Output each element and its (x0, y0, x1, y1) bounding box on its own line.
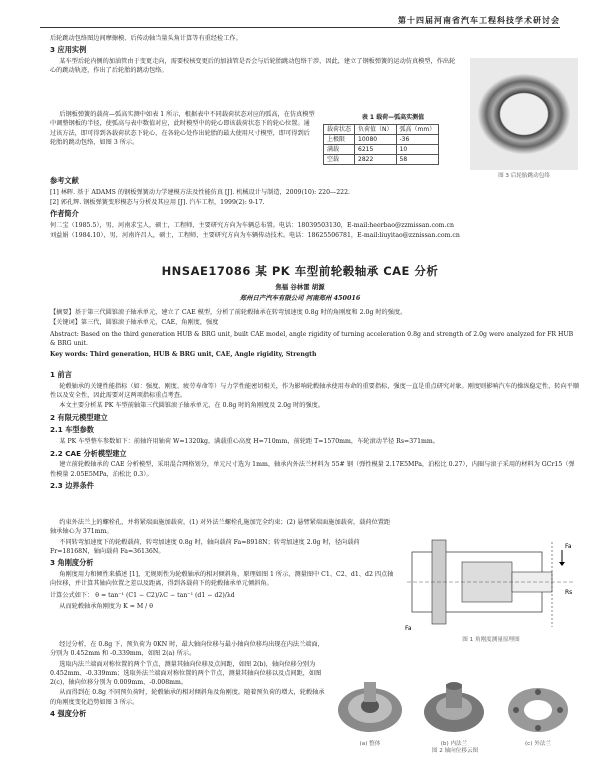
formula-label: 计算公式如下： (50, 591, 94, 599)
section-2-3-paragraph-2: 不同转弯加速度下的轮毂载荷，转弯加速度 0.8g 时，轴向载荷 Fa=8918N；转弯加速度 2.0g 时，径向载荷 Fr=18168N，轴向载荷 Fa=36136N。 (50, 538, 360, 555)
section-2-2-paragraph: 建立前轮毂轴承的 CAE 分析模型，采用混合网格划分，单元尺寸选为 1mm，轴承内外法兰材料为 55# 钢（弹性模量 2.17E5MPa，泊松比 0.27），内圈与滚子采用的材料为 GCr15（弹性模量 2.05E5MPa，泊松比 0.3）。 (50, 461, 575, 478)
section-3-paragraph-4: 选取内法兰端面对称位置的两个节点，测量其轴向位移及点间距，如图 2(b)，轴向位移分别为 0.452mm、-0.339mm；选取外法兰端面对称位置的两个节点，测量其轴向位移以及点间距，如图 2(c)，轴向位移分别为 0.009mm、-0.008mm。 (50, 660, 322, 687)
figure-2c-caption: (c) 外法兰 (525, 741, 551, 747)
author-bio: 何二宝（1985.5），男，河南求宝人，硕士，工程师，主要研究方向为车辆总布置。电话：18039503130，E-mail:heerbao@zzmissan.com.cn (50, 221, 454, 229)
reference-item: [1] 林晖. 基于 ADAMS 的钢板弹簧动力学建模方法及性能仿真 [J]. 机械设计与制造，2009(10): 220—222. (50, 188, 350, 196)
table-cell: 空载 (324, 155, 355, 165)
figure-2-contours (330, 672, 580, 752)
figure-2-title: 图 2 轴向位移云图 (431, 748, 479, 754)
figure-1-schematic (402, 532, 580, 644)
section-3-angle-title: 3 角刚度分析 (50, 558, 94, 568)
author-bio: 刘益娟（1984.10），男，河南许昌人，硕士，工程师，主要研究方向为车辆传动技术。电话：18625506781，E-mail:liuyitao@zznissan.com.cn (50, 232, 460, 240)
section-2-1-paragraph: 某 PK 车型整车参数如下：前轴许用轴荷 W=1320kg，满载重心高度 H=710mm，前轮距 T=1570mm，车轮滚动半径 Rs=371mm。 (59, 438, 439, 446)
rs-label: Rs (565, 589, 573, 596)
section-3-paragraph-1: 某车型后轮内侧的加油管由于变更走向，需要校核变更后的加油管是否会与后轮胎跳动包络干涉，因此，建立了钢板弹簧的运动仿真模型，作出轮心的跳动轨迹，作出了后轮胎的跳动包络。 (50, 58, 456, 75)
references-title: 参考文献 (50, 176, 79, 185)
section-1-title: 1 前言 (50, 370, 72, 379)
table-cell: 6215 (355, 145, 397, 155)
hub-bearing-diagram (402, 532, 580, 636)
table-cell: 10 (396, 145, 439, 155)
table-cell: 10080 (355, 135, 397, 145)
conference-title: 第十四届河南省汽车工程科技学术研讨会 (398, 15, 560, 25)
section-4-title: 4 强度分析 (50, 709, 87, 719)
author-bios-title: 作者简介 (50, 209, 79, 218)
article-affiliation: 郑州日产汽车有限公司 河南郑州 450016 (239, 294, 361, 302)
table-row (324, 145, 439, 155)
part-whole-image (334, 680, 406, 738)
table-cell: 58 (396, 155, 439, 165)
tire-ring-image (478, 74, 570, 154)
section-2-2-title: 2.2 CAE 分析模型建立 (50, 448, 127, 458)
formula: θ = tan⁻¹ (C1 − C2)/λC − tan⁻¹ (d1 − d2)/λd (95, 591, 235, 599)
section-2-3-paragraph-1: 约束外法兰上的螺栓孔，并将紧端面施加载荷，(1) 对外法兰螺栓孔施加完全约束；(2) 悬臂紧端面施加载荷，载荷位置距轴承轴心为 371mm。 (50, 519, 391, 536)
table-1-grid (323, 124, 439, 165)
table-cell: -36 (396, 135, 439, 145)
table-row (324, 135, 439, 145)
table-1-caption: 表 1 载荷—弧高实测值 (361, 114, 425, 121)
page-header (40, 10, 560, 28)
reference-item: [2] 郭孔辉. 钢板弹簧变形模态与分析及其应用 [J]. 汽车工程，1999(2): 9-17. (50, 199, 265, 207)
inner-flange-shape (418, 680, 490, 738)
top-section (50, 34, 460, 77)
keywords-cn: 【关键词】第三代，圆锥滚子轴承单元，CAE，角刚度，强度 (50, 319, 219, 327)
figure-1-caption: 图 1 角刚度测量原理图 (462, 637, 520, 643)
author-bios (50, 207, 580, 241)
references (50, 174, 460, 208)
part-outer-flange-image (502, 680, 574, 738)
formula-line (50, 591, 395, 600)
section-3-paragraph-2: 从而轮毂轴承角刚度为 K = M / θ (59, 602, 153, 610)
section-2-3-title: 2.3 边界条件 (50, 480, 94, 490)
section-1-paragraph-1: 轮毂轴承的关键性能指标（如：强度、刚度、疲劳寿命等）与力学性能密切相关，作为影响轮毂轴承使用寿命的重要指标，强度一直是重点研究对象。刚度则影响汽车的操纵稳定性，转向平顺性以及安全性，因此需要对这两项指标重点考查。 (50, 382, 580, 400)
table-cell: 2822 (355, 155, 397, 165)
article-title: HNSAE17086 某 PK 车型前轮毂轴承 CAE 分析 (161, 264, 439, 278)
wheel-envelope-photo (470, 58, 578, 170)
table-row (324, 155, 439, 165)
table-header: 弧高（mm） (396, 125, 439, 135)
body-left-column (50, 518, 395, 612)
figure-3-caption: 图 3 后轮胎跳动包络 (498, 173, 550, 179)
table-1 (323, 113, 463, 165)
table-cell: 满载 (324, 145, 355, 155)
intro-line: 后轮跳动包络图边间摩擦模、后传动轴当量头角计算等有重经检工作。 (50, 35, 242, 42)
abstract-en: Abstract: Based on the third generation HUB & BRG unit, built CAE model, angle rigidity of turning acceleration 0.8g and strength of 2.0g were analyzed for FR HUB & BRG unit. (50, 330, 574, 347)
section-3-paragraph-5: 从而得到在 0.8g 不同预负荷时，轮毂轴承的相对倾斜角及角刚度。随着预负荷的增大，轮毂轴承的角刚度变化趋势如图 3 所示。 (50, 689, 325, 706)
hub-whole-shape (334, 680, 406, 738)
section-2-title: 2 有限元模型建立 (50, 412, 108, 422)
section-3-paragraph-3: 经过分析，在 0.8g 下，预负荷为 0KN 时，最大轴向位移与最小轴向位移均出现在内法兰端面，分别为 0.452mm 和 -0.339mm，如图 2(a) 所示。 (50, 641, 324, 658)
article-authors: 焦福 谷林雷 胡源 (275, 283, 325, 291)
section-3-paragraph-2-block (50, 110, 315, 148)
table-cell: 上极限 (324, 135, 355, 145)
figure-2b-caption: (b) 内法兰 (440, 741, 468, 747)
figure-2a-caption: (a) 整体 (359, 741, 381, 747)
section-1-paragraph-2: 本文主要分析某 PK 车型前轴第三代圆锥滚子轴承单元，在 0.8g 时的角刚度及 2.0g 时的强度。 (59, 402, 325, 410)
body-left-lower (50, 640, 325, 721)
abstract-cn: 【摘要】基于第三代圆锥滚子轴承单元，建立了 CAE 模型，分析了前轮毂轴承在转弯加速度 0.8g 时的角刚度和 2.0g 时的强度。 (50, 309, 407, 316)
keywords-en: Key words: Third generation, HUB & BRG unit, CAE, Angle rigidity, Strength (50, 351, 317, 359)
part-inner-flange-image (418, 680, 490, 738)
fa-label: Fa (565, 543, 572, 550)
section-2-1-title: 2.1 车型参数 (50, 425, 94, 435)
section-3-title: 3 应用实例 (50, 45, 87, 55)
outer-flange-shape (502, 680, 574, 738)
table-header: 负荷值（N） (355, 125, 397, 135)
body-full (50, 368, 580, 493)
abstract-block (50, 308, 580, 360)
section-3-paragraph-2: 后钢板弹簧的载荷—弧高实测中如表 1 所示，根据表中不同载荷状态对应的弧高，在仿真模型中调整钢板的半径，使弧高与表中数值对应，此时模型中的轮心即该载荷状态下的轮心位置。通过该方法，即可得到各载荷状态下轮心，在各轮心处作出轮胎的最大使用尺寸模型，即可得到后轮胎的跳动包络，如图 3 所示。 (50, 111, 315, 146)
side-load-label: Fa (405, 625, 412, 632)
section-3-paragraph-1: 角刚度用力和倾性来描述 [1]，无规则性为轮毂轴承的相对倾斜角，原理如图 1 所示，测量图中 C1、C2、d1、d2 四点轴向位移，并计算其轴向位置之差以及距离，得到各载荷下的轮毂轴承单元倾斜角。 (50, 570, 394, 588)
table-header: 载荷状态 (324, 125, 355, 135)
